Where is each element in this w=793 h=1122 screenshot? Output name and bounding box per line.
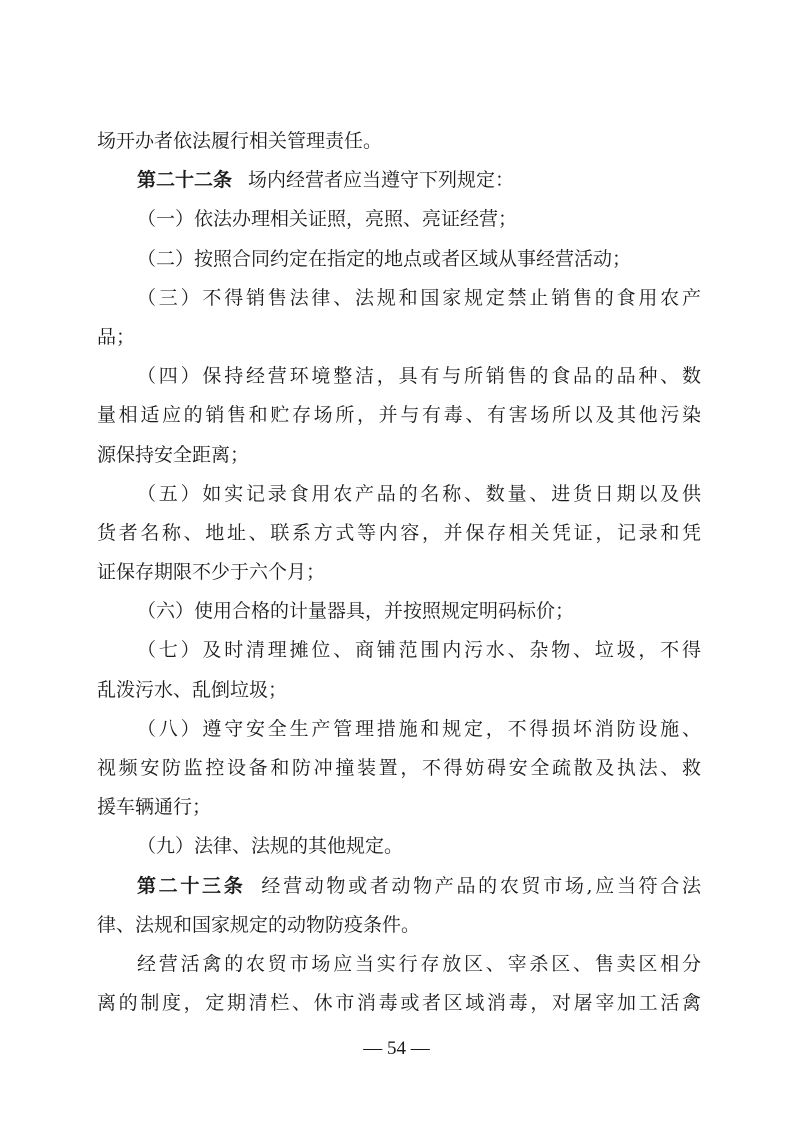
text-line: （三）不得销售法律、法规和国家规定禁止销售的食用农产 [137, 286, 701, 309]
article-text: 经营动物或者动物产品的农贸市场,应当符合法 [261, 874, 701, 897]
text-line: （二）按照合同约定在指定的地点或者区域从事经营活动； [137, 247, 632, 270]
text-line: （七）及时清理摊位、商铺范围内污水、杂物、垃圾，不得 [137, 639, 701, 662]
text-line: 视频安防监控设备和防冲撞装置，不得妨碍安全疏散及执法、救 [97, 757, 701, 779]
article-text: 场内经营者应当遵守下列规定： [248, 169, 515, 192]
text-line: 场开办者依法履行相关管理责任。 [97, 130, 383, 152]
text-line: （九）法律、法规的其他规定。 [137, 835, 404, 858]
text-line: （一）依法办理相关证照，亮照、亮证经营； [137, 208, 518, 231]
article-heading-line [97, 161, 701, 200]
article-number: 第二十三条 [137, 874, 246, 897]
article-number: 第二十二条 [137, 169, 233, 192]
page-number: — 54 — [363, 1038, 430, 1059]
text-line: 量相适应的销售和贮存场所，并与有毒、有害场所以及其他污染 [97, 404, 701, 427]
text-line: 援车辆通行； [97, 796, 212, 819]
text-line: （四）保持经营环境整洁，具有与所销售的食品的品种、数 [137, 365, 701, 388]
text-line: 货者名称、地址、联系方式等内容，并保存相关凭证，记录和凭 [97, 521, 701, 544]
text-line: 离的制度，定期清栏、休市消毒或者区域消毒，对屠宰加工活禽 [97, 992, 701, 1015]
text-line: （八）遵守安全生产管理措施和规定，不得损坏消防设施、 [137, 717, 701, 740]
text-line: 经营活禽的农贸市场应当实行存放区、宰杀区、售卖区相分 [137, 952, 701, 975]
text-line: 证保存期限不少于六个月； [97, 561, 326, 584]
text-line: 律、法规和国家规定的动物防疫条件。 [97, 913, 421, 936]
text-line: 源保持安全距离； [97, 443, 250, 466]
body-text [97, 122, 701, 1023]
text-line: （六）使用合格的计量器具，并按照规定明码标价； [137, 600, 575, 623]
article-heading-line [97, 867, 701, 906]
text-line: （五）如实记录食用农产品的名称、数量、进货日期以及供 [137, 482, 701, 505]
text-line: 品； [97, 325, 136, 348]
text-line: 乱泼污水、乱倒垃圾； [97, 678, 288, 701]
